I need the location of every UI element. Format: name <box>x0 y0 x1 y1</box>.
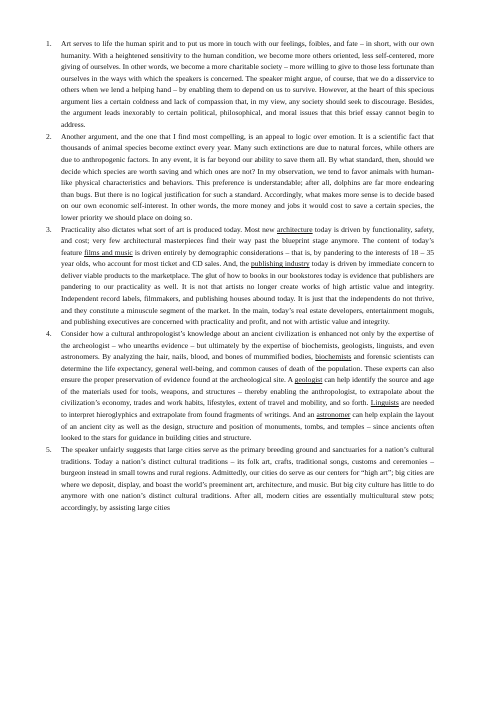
text-segment: is driven entirely by demographic considerations – that is, by pandering to the interests of 18 – 35 year olds, who account for most ticket and CD sales. And, the <box>61 247 434 269</box>
item-number: 4. <box>46 329 52 339</box>
list-item <box>0 131 496 223</box>
text-segment: Consider how a cultural anthropologist’s knowledge about an ancient civilization is enhanced not only by the expertise of the archeologist – who unearths evidence – but ultimately by the expertise of biochemists, geologists, linguists, and even astronomers. By analyzing the hair, nails, blood, and bones of mummified bodies, <box>61 329 434 362</box>
item-number: 2. <box>46 131 52 141</box>
text-segment: are needed to interpret hieroglyphics and extrapolate from found fragments of writings. And an <box>61 398 434 419</box>
underlined-term: publishing industry <box>251 259 310 269</box>
item-number: 1. <box>46 39 52 48</box>
underlined-term: biochemists <box>315 352 352 362</box>
underlined-term: architecture <box>276 224 313 234</box>
text-segment: today is driven by functionality, safety, and cost; very few architectural masterpieces find their way past the blueprint stage anymore. The content of today’s feature <box>61 224 434 257</box>
list-item <box>0 224 496 328</box>
text-segment: Practicality also dictates what sort of art is produced today. Most new <box>61 224 277 234</box>
text-segment: and forensic scientists can determine the life expectancy, general well-being, and common causes of death of the population. These experts can also ensure the proper preservation of evidence found at the archeological site. A <box>61 352 434 385</box>
underlined-term: geologist <box>294 375 323 385</box>
text-segment: Another argument, and the one that I find most compelling, is an appeal to logic over emotion. It is a scientific fact that thousands of animal species become extinct every year. Many such extinctions are due to natural forces, while others are due to anthropogenic factors. In any event, it is far beyond our ability to save them all. By what standard, then, should we decide which species are worth saving and which ones are not? In my observation, we tend to favor animals with human-like physical characteristics and behaviors. This preference is understandable; after all, dolphins are far more endearing than bugs. But there is no logical justification for such a standard. Accordingly, what makes more sense is to decide based on our own economic self-interest. In other words, the more money and jobs it would cost to save a certain species, the lower priority we should place on doing so. <box>61 131 434 222</box>
item-number: 5. <box>46 445 52 455</box>
list-item <box>0 38 496 130</box>
document-page <box>0 38 496 514</box>
item-number: 3. <box>46 224 52 234</box>
underlined-term: films and music <box>84 247 133 257</box>
item-text <box>61 39 434 129</box>
text-segment: can help identify the source and age of the materials used for tools, weapons, and structures – thereby enabling the anthropologist, to extrapolate about the civilization’s economy, trades and work habits, lifestyles, extent of travel and mobility, and so forth. <box>61 375 435 408</box>
item-text <box>61 132 434 222</box>
text-segment: The speaker unfairly suggests that large cities serve as the primary breeding ground and sanctuaries for a nation’s cultural traditions. Today a nation’s distinct cultural traditions – its folk art, crafts, traditional songs, customs and ceremonies – burgeon instead in small towns and rural regions. Admittedly, our cities do serve as our centers for “high art”; big cities are where we deposit, display, and boast the world’s preeminent art, architecture, and music. But big city culture has little to do anymore with one nation’s distinct cultural traditions. After all, modern cities are essentially multicultural stew pots; accordingly, by assisting large cities <box>61 445 434 512</box>
item-text <box>61 445 434 512</box>
item-text <box>61 225 434 326</box>
item-text <box>61 329 434 442</box>
list-item <box>0 328 496 443</box>
list-item <box>0 444 496 513</box>
text-segment: Art serves to life the human spirit and to put us more in touch with our feelings, foibles, and fate – in short, with our own humanity. With a heightened sensitivity to the human condition, we become more others oriented, less self-centered, more giving of ourselves. In other words, we become a more charitable society – more willing to give to those less fortunate than ourselves in the ways with which the speakers is concerned. The speaker might argue, of course, that we do a disservice to others when we lend a helping hand – by enabling them to depend on us to survive. However, at the heart of this specious argument lies a certain coldness and lack of compassion that, in my view, any society should seek to discourage. Besides, the argument leads inexorably to certain political, philosophical, and moral issues that this brief essay cannot begin to address. <box>61 39 434 129</box>
text-segment: can help explain the layout of an ancient city as well as the design, structure and position of monuments, tombs, and temples – since ancients often looked to the stars for guidance in building cities and structure. <box>61 410 434 443</box>
underlined-term: astronomer <box>316 410 351 419</box>
text-segment: today is driven by immediate concern to deliver viable products to the marketplace. The glut of how to books in our bookstores today is evidence that publishers are pandering to our practicality as well. It is not that artists no longer create works of high artistic value and integrity. Independent record labels, filmmakers, and publishing houses abound today. It is just that the independents do not thrive, and they constitute a minuscule segment of the market. In the main, today’s real estate developers, entertainment moguls, and publishing executives are concerned with practicality and profit, and not with artistic value and integrity. <box>61 259 434 327</box>
underlined-term: Linguists <box>370 398 399 408</box>
essay-list <box>0 38 496 513</box>
